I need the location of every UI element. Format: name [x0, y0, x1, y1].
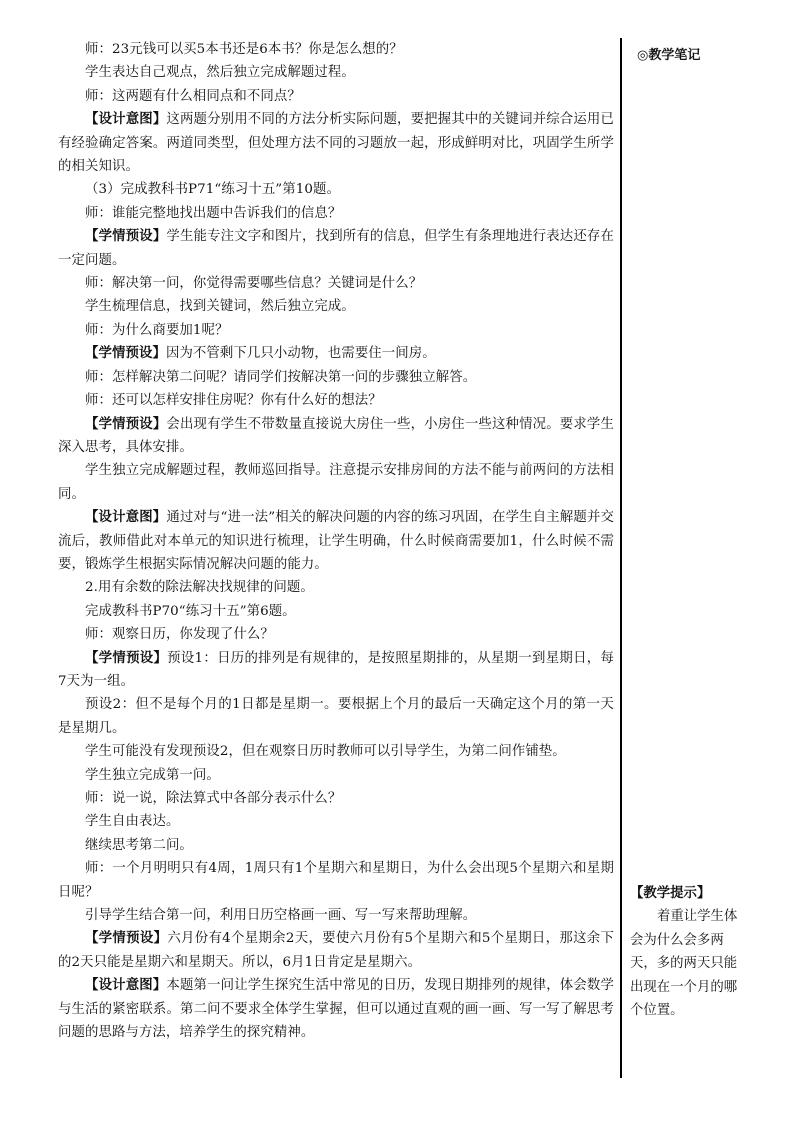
paragraph-text: 学生梳理信息，找到关键词，然后独立完成。: [85, 299, 355, 315]
lesson-paragraph: [58, 857, 614, 904]
lesson-paragraph: [58, 810, 614, 833]
paragraph-text: 学生表达自己观点，然后独立完成解题过程。: [85, 65, 355, 81]
lesson-paragraph: [58, 576, 614, 599]
paragraph-text: 师：为什么商要加1呢？: [85, 322, 229, 338]
paragraph-text: 师：还可以怎样安排住房呢？你有什么好的想法？: [85, 393, 382, 409]
lesson-paragraph: [58, 319, 614, 342]
lesson-paragraph: [58, 740, 614, 763]
paragraph-text: 引导学生结合第一问，利用日历空格画一画、写一写来帮助理解。: [85, 908, 477, 924]
paragraph-text: 继续思考第二问。: [85, 837, 193, 853]
lesson-paragraph: [58, 108, 614, 178]
paragraph-text: 预设2：但不是每个月的1日都是星期一。要根据上个月的最后一天确定这个月的第一天是星期几。: [58, 697, 614, 736]
paragraph-text: 师：一个月明明只有4周，1周只有1个星期六和星期日，为什么会出现5个星期六和星期日呢？: [58, 861, 614, 900]
paragraph-text: 会出现有学生不带数量直接说大房住一些，小房住一些这种情况。要求学生深入思考，具体安排。: [58, 416, 614, 455]
lesson-paragraph: [58, 787, 614, 810]
paragraph-text: （3）完成教科书P71“练习十五”第10题。: [85, 182, 340, 198]
paragraph-text: 学生独立完成第一问。: [85, 767, 220, 783]
paragraph-text: 师：观察日历，你发现了什么？: [85, 627, 274, 643]
lesson-paragraph: [58, 834, 614, 857]
paragraph-tag: 【学情预设】: [85, 228, 167, 245]
paragraph-text: 六月份有4个星期余2天，要使六月份有5个星期六和5个星期日，那这余下的2天只能是星期六和星期天。所以，6月1日肯定是星期六。: [58, 931, 614, 970]
lesson-paragraph: [58, 225, 614, 272]
teaching-tip-body: 着重让学生体会为什么会多两天，多的两天只能出现在一个月的哪个位置。: [630, 909, 738, 1019]
paragraph-text: 因为不管剩下几只小动物，也需要住一间房。: [165, 346, 436, 362]
teaching-tip-title: 【教学提示】: [630, 885, 711, 901]
paragraph-text: 通过对与“进一法”相关的解决问题的内容的练习巩固，在学生自主解题并交流后，教师借此对本单元的知识进行梳理，让学生明确，什么时候商需要加1，什么时候不需要，锻炼学生根据实际情况解决问题的能力。: [58, 510, 614, 572]
column-divider: [620, 38, 622, 1078]
lesson-paragraph: [58, 764, 614, 787]
paragraph-text: 师：谁能完整地找出题中告诉我们的信息？: [85, 205, 342, 221]
paragraph-text: 学生可能没有发现预设2，但在观察日历时教师可以引导学生，为第二问作铺垫。: [85, 744, 566, 760]
paragraph-tag: 【学情预设】: [85, 415, 167, 432]
paragraph-text: 师：说一说，除法算式中各部分表示什么？: [85, 791, 342, 806]
lesson-paragraph: [58, 623, 614, 646]
lesson-paragraph: [58, 342, 614, 365]
paragraph-tag: 【学情预设】: [85, 345, 166, 362]
paragraph-text: 本题第一问让学生探究生活中常见的日历，发现日期排列的规律，体会数学与生活的紧密联系。第二问不要求全体学生掌握，但可以通过直观的画一画、写一写了解思考问题的思路与方法，培养学生的探究精神。: [58, 978, 614, 1041]
paragraph-text: 师：怎样解决第二问呢？请同学们按解决第一问的步骤独立解答。: [85, 369, 477, 385]
paragraph-text: 师：23元钱可以买5本书还是6本书？你是怎么想的？: [85, 42, 403, 57]
lesson-paragraph: [58, 693, 614, 740]
lesson-paragraph: [58, 904, 614, 927]
lesson-paragraph: [58, 366, 614, 389]
paragraph-tag: 【学情预设】: [85, 930, 168, 947]
paragraph-text: 这两题分别用不同的方法分析实际问题，要把握其中的关键词并综合运用已有经验确定答案。两道同类型，但处理方法不同的习题放一起，形成鲜明对比，巩固学生所学的相关知识。: [58, 112, 614, 175]
paragraph-text: 师：这两题有什么相同点和不同点？: [85, 88, 301, 104]
lesson-paragraph: [58, 202, 614, 225]
paragraph-text: 学生独立完成解题过程，教师巡回指导。注意提示安排房间的方法不能与前两问的方法相同。: [58, 463, 614, 502]
paragraph-tag: 【学情预设】: [85, 649, 168, 666]
paragraph-text: 学生能专注文字和图片，找到所有的信息，但学生有条理地进行表达还存在一定问题。: [58, 229, 614, 268]
paragraph-tag: 【设计意图】: [85, 977, 167, 994]
lesson-body: [58, 38, 614, 1044]
lesson-paragraph: [58, 61, 614, 84]
lesson-paragraph: [58, 272, 614, 295]
lesson-paragraph: [58, 389, 614, 412]
lesson-paragraph: [58, 974, 614, 1044]
lesson-paragraph: [58, 85, 614, 108]
teaching-notes-title: ◎教学笔记: [637, 48, 701, 63]
paragraph-text: 师：解决第一问，你觉得需要哪些信息？关键词是什么？: [85, 276, 423, 292]
teaching-tip: [630, 882, 740, 1022]
lesson-paragraph: [58, 178, 614, 201]
lesson-paragraph: [58, 600, 614, 623]
lesson-paragraph: [58, 459, 614, 506]
paragraph-text: 学生自由表达。: [85, 814, 180, 830]
lesson-paragraph: [58, 927, 614, 974]
lesson-paragraph: [58, 506, 614, 576]
paragraph-text: 预设1：日历的排列是有规律的，是按照星期排的，从星期一到星期日，每7天为一组。: [58, 650, 614, 689]
lesson-paragraph: [58, 647, 614, 694]
lesson-paragraph: [58, 38, 614, 61]
paragraph-text: 完成教科书P70“练习十五”第6题。: [85, 603, 296, 619]
paragraph-tag: 【设计意图】: [85, 509, 167, 526]
paragraph-tag: 【设计意图】: [85, 111, 167, 128]
lesson-paragraph: [58, 295, 614, 318]
lesson-paragraph: [58, 413, 614, 460]
paragraph-text: 2.用有余数的除法解决找规律的问题。: [85, 580, 314, 596]
